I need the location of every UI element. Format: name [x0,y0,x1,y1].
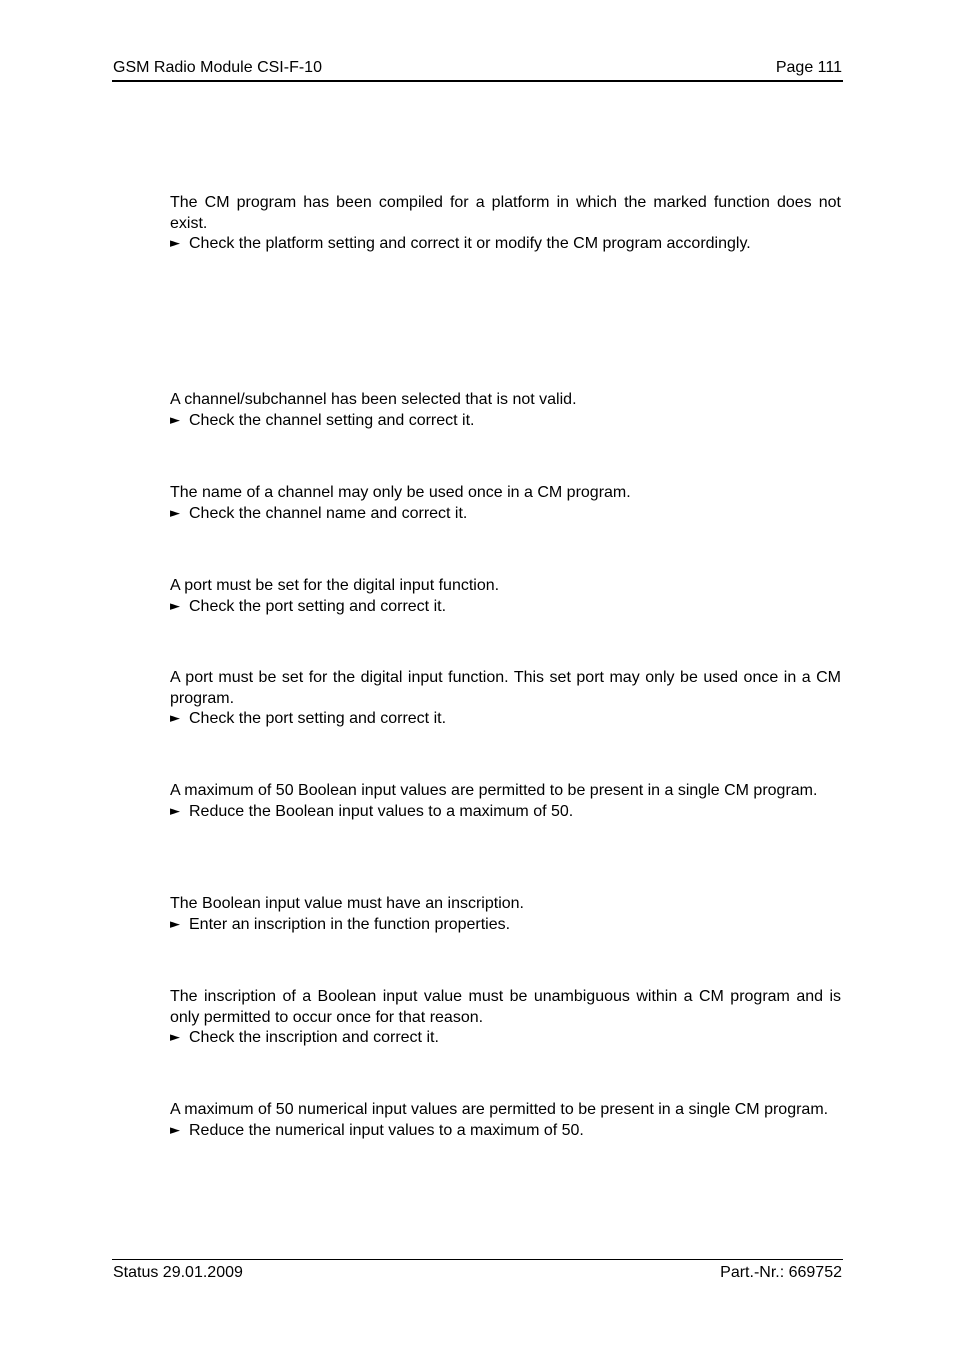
error-entry [170,193,841,255]
error-description: The CM program has been compiled for a platform in which the marked function does not exist. [170,194,841,232]
error-description: A maximum of 50 Boolean input values are permitted to be present in a single CM program. [170,782,818,799]
right-pointer-icon: ► [170,1122,180,1138]
remedy-action [170,802,841,823]
page-header [112,58,843,82]
right-pointer-icon: ► [170,236,180,251]
error-entry [170,894,841,935]
error-entry [170,987,841,1049]
error-description: A channel/subchannel has been selected that is not valid. [170,391,577,408]
right-pointer-icon: ► [170,598,180,614]
remedy-action [170,709,841,730]
right-pointer-icon: ► [170,412,180,428]
remedy-text: Check the inscription and correct it. [189,1029,439,1046]
remedy-text: Check the port setting and correct it. [189,710,447,727]
remedy-text: Check the channel setting and correct it. [189,411,475,429]
remedy-action [170,1121,841,1142]
remedy-action [170,915,841,936]
remedy-text: Reduce the numerical input values to a maximum of 50. [189,1121,584,1139]
error-entry [170,390,841,431]
right-pointer-icon: ► [170,1030,180,1045]
remedy-action [170,411,841,432]
error-description: The Boolean input value must have an inscription. [170,895,524,912]
right-pointer-icon: ► [170,711,180,726]
right-pointer-icon: ► [170,505,180,521]
document-title: GSM Radio Module CSI-F-10 [113,59,322,76]
remedy-text: Reduce the Boolean input values to a maximum of 50. [189,802,574,820]
error-description: A maximum of 50 numerical input values are permitted to be present in a single CM program. [170,1101,829,1118]
remedy-text: Check the channel name and correct it. [189,504,468,522]
remedy-action [170,597,841,618]
error-entry [170,781,841,822]
error-description: The name of a channel may only be used once in a CM program. [170,484,631,501]
page-footer [112,1259,843,1281]
right-pointer-icon: ► [170,916,180,932]
error-entry [170,576,841,617]
remedy-action [170,234,841,255]
remedy-text: Check the platform setting and correct it or modify the CM program accordingly. [189,235,751,252]
error-description: A port must be set for the digital input function. [170,577,500,594]
error-entry [170,483,841,524]
remedy-text: Enter an inscription in the function properties. [189,915,511,933]
page-number: Page 111 [775,59,842,76]
error-description: The inscription of a Boolean input value must be unambiguous within a CM program and is only permitted to occur once for that reason. [170,988,841,1026]
document-status: Status 29.01.2009 [113,1264,243,1281]
error-entry [170,1100,841,1141]
remedy-text: Check the port setting and correct it. [189,597,447,615]
remedy-action [170,504,841,525]
error-description: A port must be set for the digital input function. This set port may only be used once in a CM program. [170,669,841,707]
part-number: Part.-Nr.: 669752 [720,1264,842,1281]
right-pointer-icon: ► [170,803,180,819]
remedy-action [170,1028,841,1049]
error-entry [170,668,841,730]
